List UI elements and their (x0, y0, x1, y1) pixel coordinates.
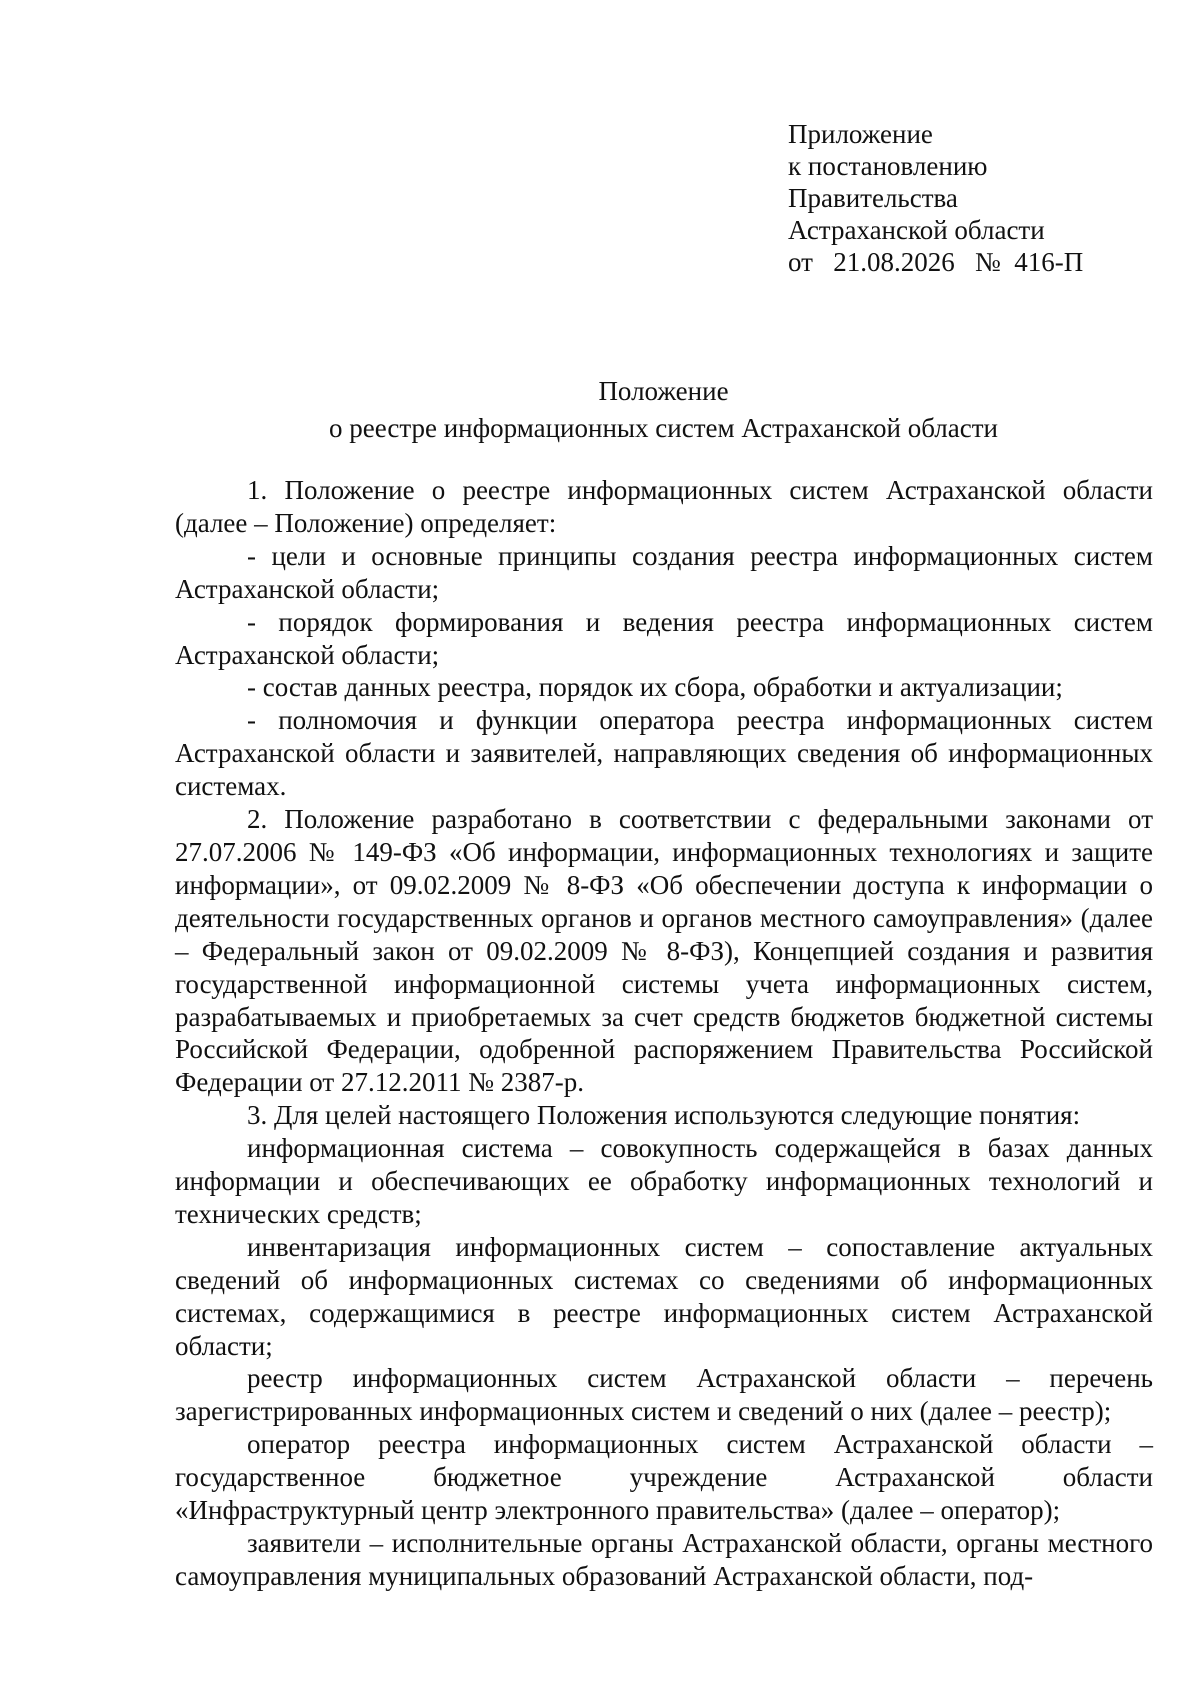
paragraph-3: - порядок формирования и ведения реестра информационных систем Астраханской области; (175, 606, 1153, 670)
number-sign: № (974, 247, 1001, 277)
appendix-line-4: Астраханской области (788, 215, 1045, 245)
resolution-date: 21.08.2026 (833, 247, 955, 277)
paragraph-12: заявители – исполнительные органы Астраханской области, органы местного самоуправления муниципальных образований Астраханской области, под- (175, 1528, 1153, 1591)
appendix-line-2: к постановлению (788, 151, 988, 181)
appendix-line-3: Правительства (788, 183, 958, 213)
appendix-line-1: Приложение (788, 119, 933, 149)
paragraph-10: реестр информационных систем Астраханской области – перечень зарегистрированных информационных систем и сведений о них (далее – реестр); (175, 1363, 1153, 1427)
date-prefix: от (788, 247, 813, 277)
appendix-block (788, 118, 1083, 278)
paragraph-6: 2. Положение разработано в соответствии с федеральными законами от 27.07.2006 № 149-ФЗ «Об информации, информационных технологиях и защите информации», от 09.02.2009 № 8-ФЗ «Об обеспечении доступа к информации о деятельности государственных органов и органов местного самоуправления» (далее – Федеральный закон от 09.02.2009 № 8-ФЗ), Концепцией создания и развития государственной информационной системы учета информационных систем, разрабатываемых и приобретаемых за счет средств бюджетов бюджетной системы Российской Федерации, одобренной распоряжением Правительства Российской Федерации от 27.12.2011 № 2387-р. (175, 804, 1153, 1098)
paragraph-2: - цели и основные принципы создания реестра информационных систем Астраханской области; (175, 540, 1153, 604)
paragraph-8: информационная система – совокупность содержащейся в базах данных информации и обеспечивающих ее обработку информационных технологий и технических средств; (175, 1133, 1153, 1229)
document-title (176, 373, 1151, 447)
paragraph-9: инвентаризация информационных систем – сопоставление актуальных сведений об информационных системах со сведениями об информационных системах, содержащимися в реестре информационных систем Астраханской области; (175, 1231, 1153, 1361)
paragraph-4: - состав данных реестра, порядок их сбора, обработки и актуализации; (247, 672, 1063, 703)
document-body (175, 474, 1153, 1593)
appendix-date-line (788, 246, 1083, 278)
paragraph-11: оператор реестра информационных систем Астраханской области – государственное бюджетное учреждение Астраханской области «Инфраструктурный центр электронного правительства» (далее – оператор); (175, 1429, 1153, 1526)
resolution-number: 416-П (1014, 247, 1084, 277)
paragraph-7: 3. Для целей настоящего Положения используются следующие понятия: (247, 1100, 1081, 1131)
title-heading: Положение (598, 376, 729, 406)
title-subheading: о реестре информационных систем Астраханской области (328, 413, 998, 443)
paragraph-5: - полномочия и функции оператора реестра информационных систем Астраханской области и заявителей, направляющих сведения об информационных системах. (175, 705, 1153, 802)
paragraph-1: 1. Положение о реестре информационных систем Астраханской области (далее – Положение) определяет: (175, 475, 1153, 538)
